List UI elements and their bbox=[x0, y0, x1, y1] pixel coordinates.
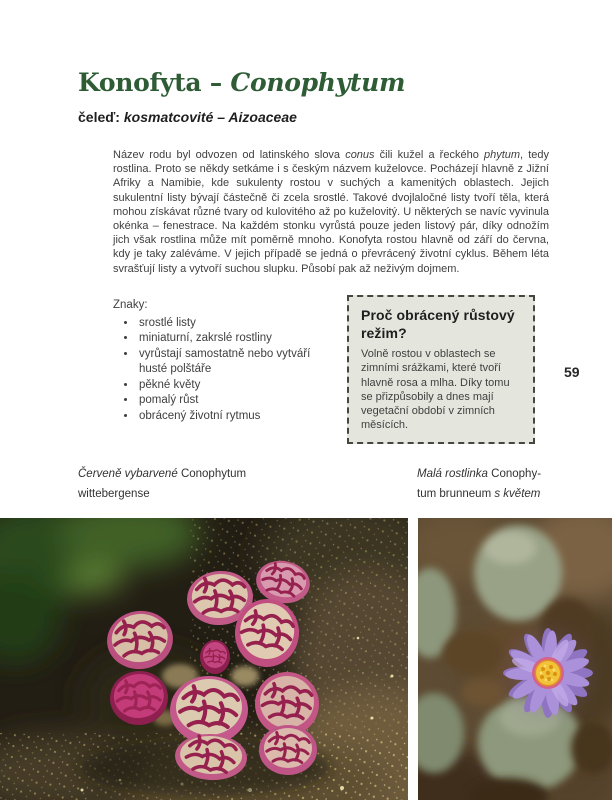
plant-bud bbox=[200, 640, 230, 674]
caption-right-genus: Conophy- bbox=[491, 468, 542, 480]
traits-list bbox=[113, 316, 331, 425]
page-number: 59 bbox=[564, 364, 580, 380]
family-label: čeleď: bbox=[78, 109, 124, 125]
text-run: conus bbox=[345, 149, 375, 161]
caption-right bbox=[417, 465, 557, 504]
infobox-body: Volně rostou v oblastech se zimními srážkami, které tvoří hlavně rosa a mlha. Díky tomu se přizpůsobily a dnes mají vegetační období v zimních měsících. bbox=[361, 348, 510, 432]
caption-right-flower: s květem bbox=[494, 487, 541, 500]
photo-right-illustration bbox=[418, 518, 612, 800]
traits-label: Znaky: bbox=[113, 299, 148, 311]
family-names: kosmatcovité – Aizoaceae bbox=[123, 109, 297, 125]
intro-paragraph bbox=[113, 148, 549, 276]
trait-item: • obrácený životní rytmus bbox=[137, 409, 331, 425]
text-run: phytum bbox=[483, 149, 521, 161]
page-title-text: Konofyta – bbox=[78, 68, 231, 97]
caption-left bbox=[78, 465, 308, 504]
photo-conophytum-brunneum bbox=[418, 518, 612, 800]
text-run: Název rodu byl odvozen od latinského slova bbox=[113, 149, 346, 161]
page-title-latin: Conophytum bbox=[230, 68, 406, 97]
family-subtitle bbox=[78, 109, 297, 125]
photo-left-illustration bbox=[0, 518, 408, 800]
caption-left-italic: Červeně vybarvené bbox=[78, 468, 178, 480]
caption-right-italic: Malá rostlinka bbox=[417, 468, 488, 480]
photo-conophytum-wittebergense bbox=[0, 518, 408, 800]
trait-item: • pomalý růst bbox=[137, 393, 331, 409]
page-title bbox=[78, 68, 405, 97]
plant-body bbox=[170, 676, 248, 744]
infobox-title: Proč obrácený růstový režim? bbox=[361, 307, 515, 341]
trait-item: • srostlé listy bbox=[137, 316, 331, 332]
text-run: , tedy rostlina. Proto se někdy setkáme i s českým názvem kuželovce. Pocházejí hlavně z Jižní Afriky a Namibie, kde sukulenty rostou v suchých a kamenitých oblastech. Jejich sukulentní listy bývají částečně či zcela srostlé. Takové dvojlaločné listy tvoří těla, která mohou získávat různé tvary od kulovitého až po kuželovitý. U některých se navíc vyvinula okénka – fenestrace. Na každém stonku vyrůstá pouze jeden listový pár, díky odnožím jich však rostlina může mít poměrně mnoho. Konofyta rostou hlavně od září do června, kdy je taky zaléváme. V jejich případě se jedná o převrácený životní cyklus. Během léta svrašťují listy a vytvoří suchou slupku. Působí pak až neživým dojmem. bbox=[113, 149, 550, 275]
flower-center bbox=[532, 657, 564, 689]
text-run: čili kužel a řeckého bbox=[374, 149, 484, 161]
caption-left-genus: Conophytum bbox=[180, 468, 247, 480]
caption-right-species: tum brunneum bbox=[417, 487, 492, 500]
caption-left-species: wittebergense bbox=[78, 487, 150, 500]
trait-item: • pěkné květy bbox=[137, 378, 331, 394]
traits-section bbox=[113, 298, 343, 424]
infobox bbox=[347, 295, 535, 444]
plant-body bbox=[259, 725, 317, 775]
trait-item: • miniaturní, zakrslé rostliny bbox=[137, 331, 331, 347]
trait-item: • vyrůstají samostatně nebo vytváří husté polštáře bbox=[137, 347, 331, 378]
